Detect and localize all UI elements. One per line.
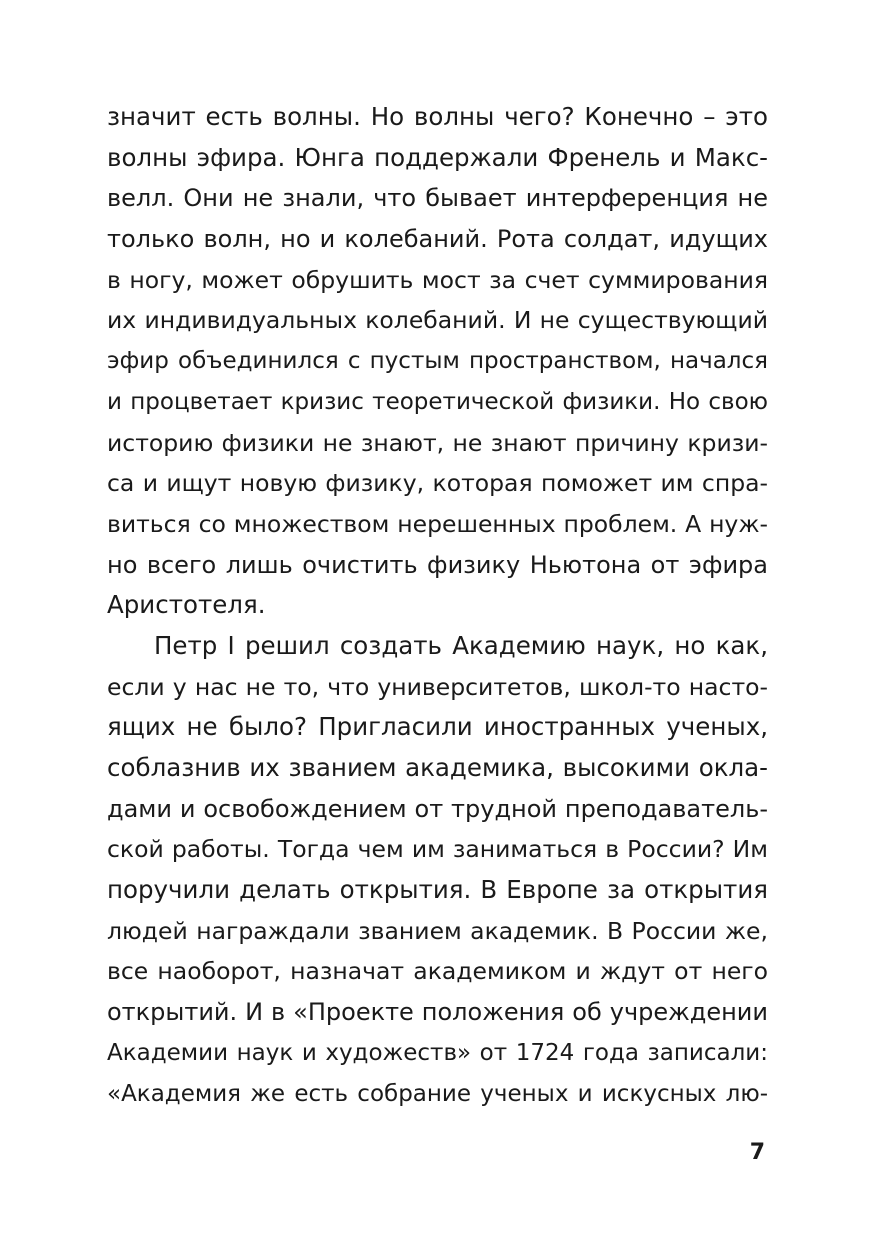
- text-line: в ногу, может обрушить мост за счет суммирования: [107, 265, 768, 294]
- text-line: их индивидуальных колебаний. И не существующий: [107, 306, 768, 335]
- text-line: значит есть волны. Но волны чего? Конечно – это: [107, 102, 768, 131]
- text-line: эфир объединился с пустым пространством, начался: [107, 348, 768, 375]
- text-line: са и ищут новую физику, которая поможет им спра-: [107, 469, 768, 498]
- text-line: ской работы. Тогда чем им заниматься в России? Им: [107, 835, 768, 864]
- text-line: волны эфира. Юнга поддержали Френель и Макс-: [107, 142, 768, 172]
- text-line: Аристотеля.: [107, 590, 266, 620]
- page-number: 7: [749, 1140, 765, 1165]
- text-line: все наоборот, назначат академиком и ждут от него: [107, 957, 768, 986]
- text-line: соблазнив их званием академика, высокими окла-: [107, 753, 768, 782]
- text-line: виться со множеством нерешенных проблем. А нуж-: [107, 509, 768, 538]
- text-line: Петр I решил создать Академию наук, но как,: [154, 630, 768, 660]
- text-line: велл. Они не знали, что бывает интерференция не: [107, 184, 768, 213]
- text-line: открытий. И в «Проекте положения об учреждении: [107, 998, 768, 1027]
- text-line: только волн, но и колебаний. Рота солдат, идущих: [107, 225, 768, 254]
- body-text: [107, 97, 768, 1114]
- text-line: ящих не было? Пригласили иностранных ученых,: [107, 712, 768, 742]
- text-line: «Академия же есть собрание ученых и искусных лю-: [107, 1080, 768, 1107]
- text-line: если у нас не то, что университетов, школ-то насто-: [107, 672, 768, 701]
- text-line: Академии наук и художеств» от 1724 года записали:: [107, 1039, 768, 1066]
- text-line: поручили делать открытия. В Европе за открытия: [107, 875, 768, 905]
- text-line: дами и освобождением от трудной преподаватель-: [107, 794, 768, 823]
- text-line: но всего лишь очистить физику Ньютона от эфира: [107, 550, 768, 579]
- text-line: людей награждали званием академик. В России же,: [107, 916, 768, 945]
- text-line: историю физики не знают, не знают причину кризи-: [107, 428, 768, 457]
- text-line: и процветает кризис теоретической физики. Но свою: [107, 388, 768, 415]
